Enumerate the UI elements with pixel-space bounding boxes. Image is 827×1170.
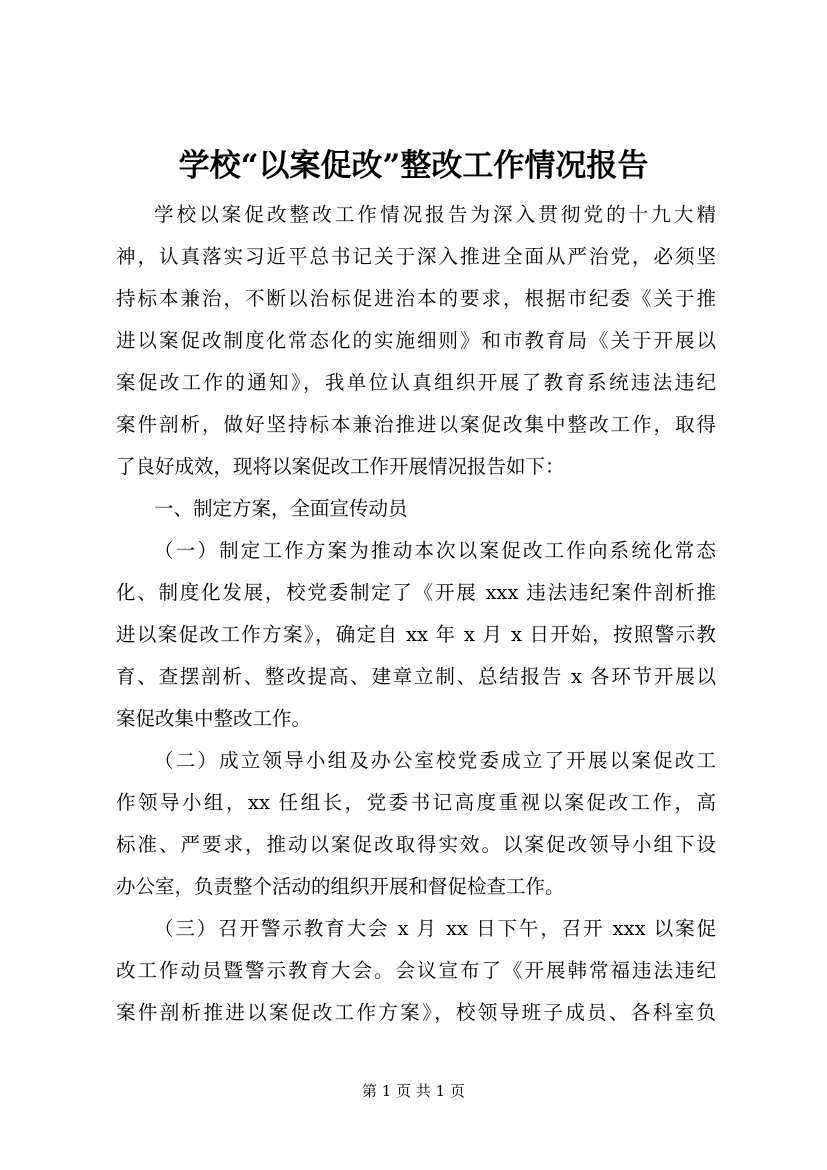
body-line: 了良好成效，现将以案促改工作开展情况报告如下：	[116, 455, 565, 478]
body-line: 持标本兼治，不断以治标促进治本的要求，根据市纪委《关于推	[116, 287, 716, 310]
body-line: 办公室，负责整个活动的组织开展和督促检查工作。	[116, 875, 565, 898]
body-line: 标准、严要求，推动以案促改取得实效。以案促改领导小组下设	[116, 833, 716, 856]
document-title: 学校“以案促改”整改工作情况报告	[178, 148, 649, 184]
body-line: 案件剖析，做好坚持标本兼治推进以案促改集中整改工作，取得	[116, 413, 716, 436]
body-line: 进以案促改制度化常态化的实施细则》和市教育局《关于开展以	[116, 329, 716, 352]
body-line: （一）制定工作方案为推动本次以案促改工作向系统化常态	[154, 539, 716, 562]
body-line: （二）成立领导小组及办公室校党委成立了开展以案促改工	[154, 749, 716, 772]
body-line: 神，认真落实习近平总书记关于深入推进全面从严治党，必须坚	[116, 245, 716, 268]
body-line: 作领导小组，xx 任组长，党委书记高度重视以案促改工作，高	[116, 791, 716, 814]
section-heading: 一、制定方案，全面宣传动员	[154, 497, 408, 520]
body-line: 案促改集中整改工作。	[116, 707, 312, 730]
body-line: 进以案促改工作方案》，确定自 xx 年 x 月 x 日开始，按照警示教	[116, 623, 716, 646]
body-line: 化、制度化发展，校党委制定了《开展 xxx 违法违纪案件剖析推	[116, 581, 716, 604]
document-body	[116, 194, 716, 1034]
body-line: 改工作动员暨警示教育大会。会议宣布了《开展韩常福违法违纪	[116, 959, 716, 982]
body-line: 育、查摆剖析、整改提高、建章立制、总结报告 x 各环节开展以	[116, 665, 716, 688]
body-line: （三）召开警示教育大会 x 月 xx 日下午，召开 xxx 以案促	[154, 917, 716, 940]
body-line: 学校以案促改整改工作情况报告为深入贯彻党的十九大精	[154, 203, 716, 226]
page-footer: 第 1 页 共 1 页	[362, 1082, 465, 1100]
body-line: 案件剖析推进以案促改工作方案》，校领导班子成员、各科室负	[116, 1001, 716, 1024]
body-line: 案促改工作的通知》，我单位认真组织开展了教育系统违法违纪	[116, 371, 716, 394]
